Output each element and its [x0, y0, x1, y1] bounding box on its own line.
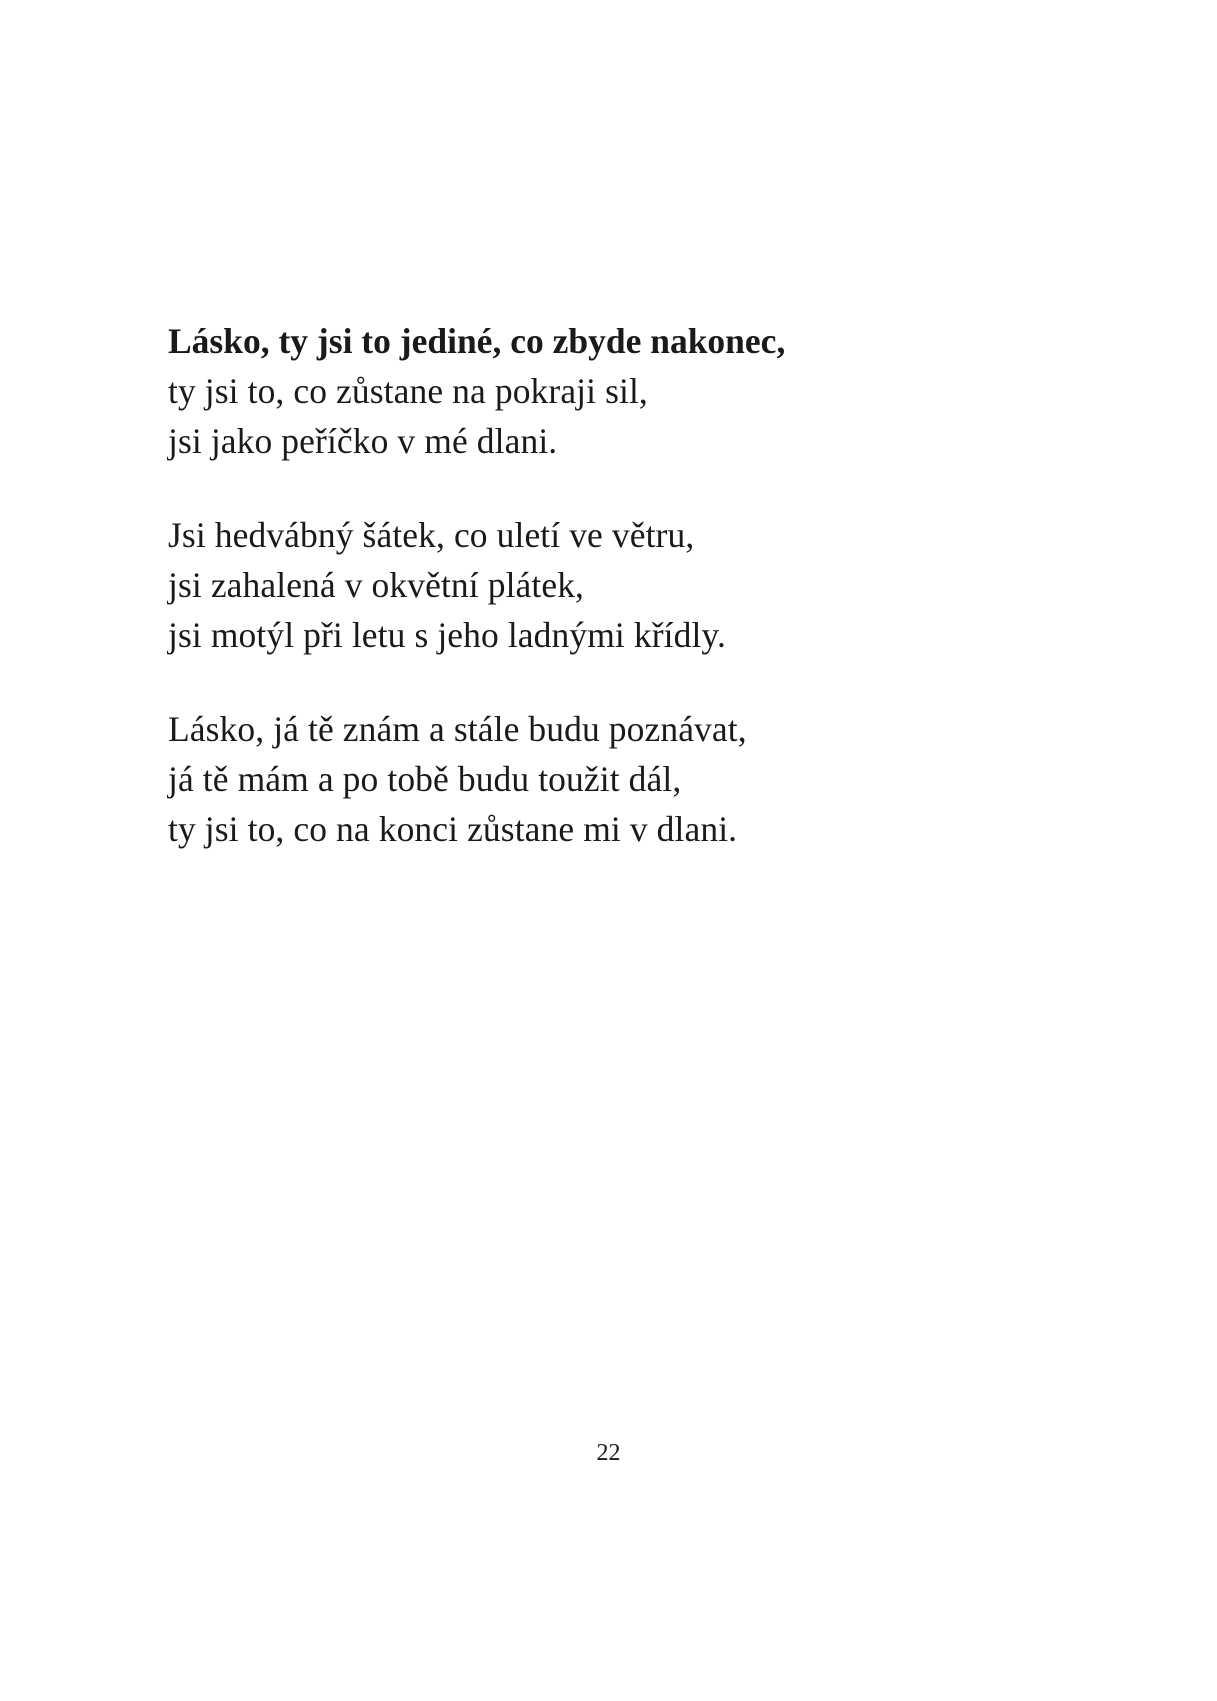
stanza	[168, 510, 1068, 660]
verse-line: já tě mám a po tobě budu toužit dál,	[168, 759, 682, 799]
verse-line: Jsi hedvábný šátek, co uletí ve větru,	[168, 515, 695, 555]
stanza	[168, 316, 1068, 466]
verse-line: jsi motýl při letu s jeho ladnými křídly.	[168, 615, 726, 655]
verse-line: jsi zahalená v okvětní plátek,	[168, 565, 585, 605]
verse-line: ty jsi to, co zůstane na pokraji sil,	[168, 371, 648, 411]
verse-line: Lásko, já tě znám a stále budu poznávat,	[168, 709, 747, 749]
poem-text-block	[168, 316, 1068, 854]
verse-line: jsi jako peříčko v mé dlani.	[168, 421, 558, 461]
verse-line: ty jsi to, co na konci zůstane mi v dlani.	[168, 809, 738, 849]
stanza	[168, 704, 1068, 854]
page-number: 22	[596, 1440, 621, 1466]
verse-line: Lásko, ty jsi to jediné, co zbyde nakonec,	[168, 321, 786, 361]
